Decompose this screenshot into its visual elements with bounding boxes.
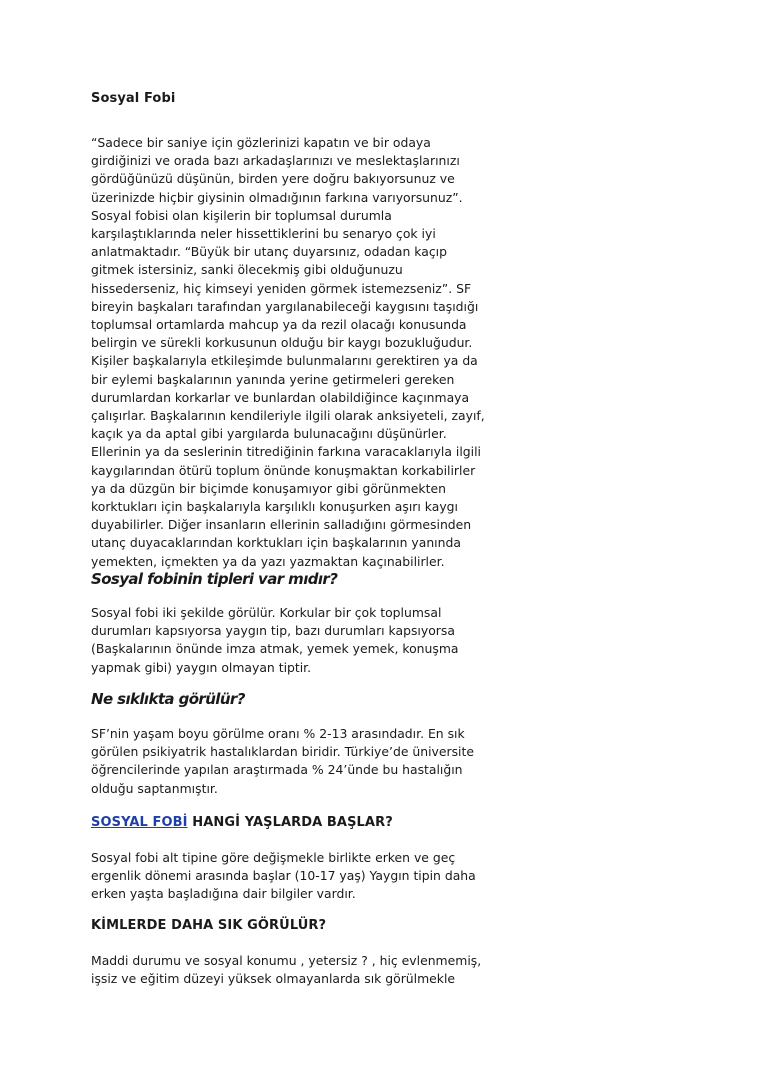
text-line: bir eylemi başkalarının yanında yerine getirmeleri gereken (91, 371, 455, 387)
text-line: gördüğünüzü düşünün, birden yere doğru bakıyorsunuz ve (91, 171, 455, 187)
text-line: kaygılarından ötürü toplum önünde konuşmaktan korkabilirler (91, 462, 476, 478)
text-line: ergenlik dönemi arasında başlar (10-17 yaş) Yaygın tipin daha (91, 868, 476, 884)
text-line: erken yaşta başladığına dair bilgiler vardır. (91, 886, 356, 902)
text-line: bireyin başkaları tarafından yargılanabileceği kaygısını taşıdığı (91, 298, 479, 314)
text-line: gitmek istersiniz, sanki ölecekmiş gibi olduğunuzu (91, 262, 403, 278)
text-line: toplumsal ortamlarda mahcup ya da rezil olacağı konusunda (91, 317, 467, 333)
text-line: çalışırlar. Başkalarının kendileriyle ilgili olarak anksiyeteli, zayıf, (91, 408, 485, 424)
text-line: Kişiler başkalarıyla etkileşimde bulunmalarını gerektiren ya da (91, 353, 478, 369)
text-line: öğrencilerinde yapılan araştırmada % 24’ünde bu hastalığın (91, 762, 463, 778)
text-line: (Başkalarının önünde imza atmak, yemek yemek, konuşma (91, 641, 459, 657)
text-line: durumları kapsıyorsa yaygın tip, bazı durumları kapsıyorsa (91, 623, 455, 639)
text-line: anlatmaktadır. “Büyük bir utanç duyarsınız, odadan kaçıp (91, 244, 447, 260)
document-title: Sosyal Fobi (91, 91, 176, 106)
section-heading-frequency: Ne sıklıkta görülür? (91, 690, 245, 708)
text-line: duyabilirler. Diğer insanların ellerinin salladığını görmesinden (91, 517, 472, 533)
text-line: yapmak gibi) yaygın olmayan tiptir. (91, 659, 312, 675)
section-paragraph-types (91, 604, 491, 677)
text-line: “Sadece bir saniye için gözlerinizi kapatın ve bir odaya (91, 135, 431, 150)
text-line: üzerinizde hiçbir giysinin olmadığının farkına varıyorsunuz”. (91, 189, 463, 205)
section-paragraph-onset (91, 849, 491, 904)
text-line: işsiz ve eğitim düzeyi yüksek olmayanlarda sık görülmekle (91, 971, 456, 987)
section-heading-onset (91, 815, 393, 830)
text-line: utanç duyacaklarından korktukları için başkalarının yanında (91, 535, 461, 551)
text-line: Ellerinin ya da seslerinin titrediğinin farkına varacaklarıyla ilgili (91, 444, 481, 460)
text-line: belirgin ve sürekli korkusunun olduğu bir kaygı bozukluğudur. (91, 335, 473, 351)
text-line: korktukları için başkalarıyla karşılıklı konuşurken aşırı kaygı (91, 499, 458, 515)
section-heading-onset-text: HANGİ YAŞLARDA BAŞLAR? (187, 815, 393, 830)
section-heading-who: KİMLERDE DAHA SIK GÖRÜLÜR? (91, 918, 327, 933)
text-line: girdiğinizi ve orada bazı arkadaşlarınızı ve meslektaşlarınızı (91, 153, 460, 169)
text-line: karşılaştıklarında neler hissettiklerini bu senaryo çok iyi (91, 226, 436, 242)
text-line: Maddi durumu ve sosyal konumu , yetersiz ? , hiç evlenmemiş, (91, 953, 482, 968)
text-line: Sosyal fobi iki şekilde görülür. Korkular bir çok toplumsal (91, 605, 442, 620)
section-heading-types: Sosyal fobinin tipleri var mıdır? (91, 570, 338, 588)
text-line: ya da düzgün bir biçimde konuşamıyor gibi görünmekten (91, 480, 446, 496)
section-paragraph-who (91, 952, 491, 988)
text-line: olduğu saptanmıştır. (91, 780, 218, 796)
text-line: Sosyal fobisi olan kişilerin bir toplumsal durumla (91, 207, 392, 223)
section-paragraph-frequency (91, 725, 491, 798)
text-line: SF’nin yaşam boyu görülme oranı % 2-13 arasındadır. En sık (91, 726, 465, 741)
text-line: Sosyal fobi alt tipine göre değişmekle birlikte erken ve geç (91, 850, 456, 865)
intro-paragraph (91, 134, 491, 571)
text-line: kaçık ya da aptal gibi yargılarda bulunacağını düşünürler. (91, 426, 447, 442)
sosyal-fobi-link[interactable]: SOSYAL FOBİ (91, 815, 188, 830)
text-line: durumlardan korkarlar ve bunlardan olabildiğince kaçınmaya (91, 389, 470, 405)
text-line: hissederseniz, hiç kimseyi yeniden görmek istemezseniz”. SF (91, 280, 472, 296)
text-line: görülen psikiyatrik hastalıklardan biridir. Türkiye’de üniversite (91, 744, 474, 760)
text-line: yemekten, içmekten ya da yazı yazmaktan kaçınabilirler. (91, 553, 445, 569)
